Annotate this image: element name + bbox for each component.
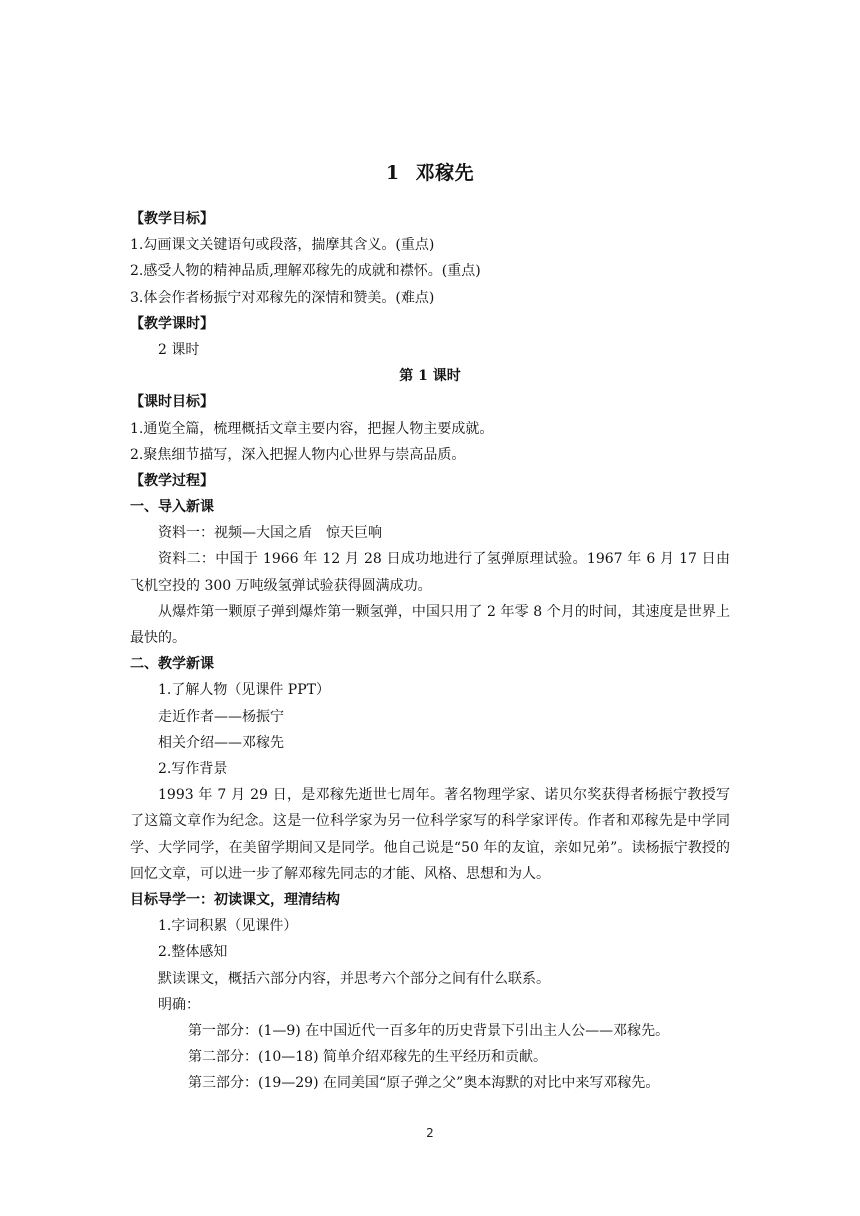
writing-background-item: 2.写作背景: [158, 761, 228, 777]
structure-part: 第三部分：(19—29) 在同美国“原子弹之父”奥本海默的对比中来写邓稼先。: [188, 1075, 660, 1092]
guide-one-heading: 目标导学一：初读课文，理清结构: [130, 892, 340, 908]
hours-value: 2 课时: [158, 341, 200, 358]
part2-heading: 二、教学新课: [130, 656, 214, 673]
lesson-period-title: 第 1 课时: [399, 368, 461, 385]
material-two: 资料二：中国于 1966 年 12 月 28 日成功地进行了氢弹原理试验。1967 年 6 月 17 日由飞机空投的 300 万吨级氢弹试验获得圆满成功。: [130, 551, 730, 594]
objective-item: 2.感受人物的精神品质,理解邓稼先的成就和襟怀。(重点): [130, 263, 481, 280]
material-three: 从爆炸第一颗原子弹到爆炸第一颗氢弹，中国只用了 2 年零 8 个月的时间，其速度是世界上最快的。: [130, 603, 730, 647]
objective-item: 3.体会作者杨振宁对邓稼先的深情和赞美。(难点): [130, 289, 435, 306]
objectives-heading: 【教学目标】: [130, 211, 214, 227]
understand-person-item: 1.了解人物（见课件 PPT）: [158, 682, 330, 699]
clarify-label: 明确：: [158, 996, 200, 1013]
lesson-goal-item: 1.通览全篇，梳理概括文章主要内容，把握人物主要成就。: [130, 420, 494, 437]
title-text: 邓稼先: [415, 162, 475, 184]
part1-heading: 一、导入新课: [130, 499, 214, 516]
lesson-goal-item: 2.聚焦细节描写，深入把握人物内心世界与崇高品质。: [130, 446, 466, 463]
guide-item-overview: 2.整体感知: [158, 944, 228, 961]
structure-part: 第二部分：(10—18) 简单介绍邓稼先的生平经历和贡献。: [188, 1049, 548, 1066]
lesson-goals-heading: 【课时目标】: [130, 394, 214, 411]
background-paragraph: 1993 年 7 月 29 日，是邓稼先逝世七周年。著名物理学家、诺贝尔奖获得者杨振宁教授写了这篇文章作为纪念。这是一位科学家为另一位科学家写的科学家评传。作者和邓稼先是中学同学、大学同学，在美留学期间又是同学。他自己说是“50 年的友谊，亲如兄弟”。读杨振宁教授的回忆文章，可以进一步了解邓稼先同志的才能、风格、思想和为人。: [130, 787, 730, 882]
title-number: 1: [385, 162, 400, 184]
author-line: 走近作者——杨振宁: [158, 708, 284, 725]
page-number: 2: [426, 1126, 434, 1140]
guide-task: 默读课文，概括六部分内容，并思考六个部分之间有什么联系。: [158, 970, 550, 987]
hours-heading: 【教学课时】: [130, 315, 214, 332]
objective-item: 1.勾画课文关键语句或段落，揣摩其含义。(重点): [130, 237, 435, 254]
material-one: 资料一：视频—大国之盾 惊天巨响: [158, 525, 382, 542]
process-heading: 【教学过程】: [130, 472, 214, 489]
lesson-title: [130, 156, 730, 190]
document-content: [130, 156, 730, 1097]
related-line: 相关介绍——邓稼先: [158, 734, 284, 751]
guide-item-vocabulary: 1.字词积累（见课件）: [158, 918, 298, 935]
structure-part: 第一部分：(1—9) 在中国近代一百多年的历史背景下引出主人公——邓稼先。: [188, 1022, 670, 1039]
